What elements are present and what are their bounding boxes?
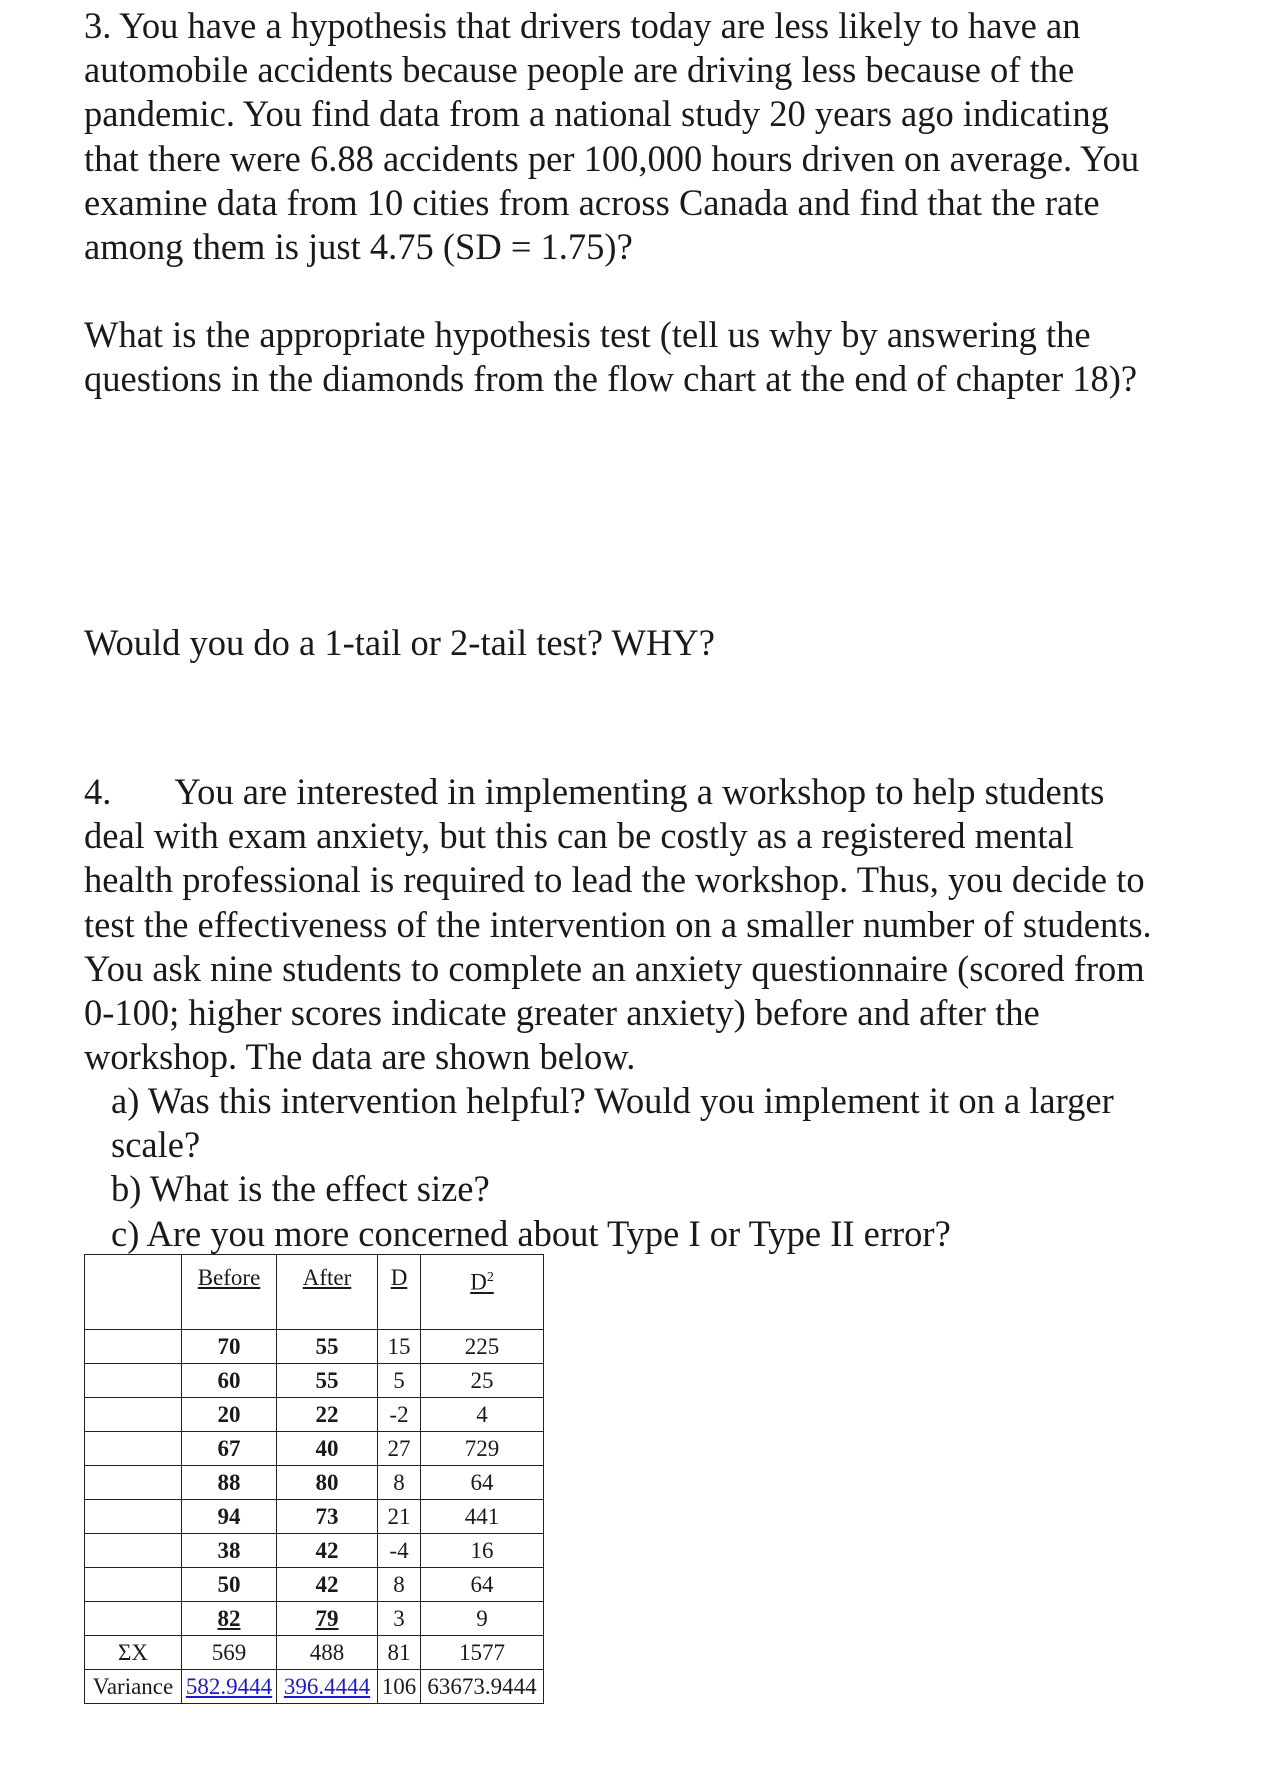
variance-before-link[interactable]: 582.9444: [182, 1670, 277, 1704]
q3-tail-question: Would you do a 1-tail or 2-tail test? WHY?: [84, 622, 715, 663]
q3-test-line: questions in the diamonds from the flow chart at the end of chapter 18)?: [84, 358, 1138, 400]
header-d-squared: $D^2$: [421, 1255, 544, 1330]
table-row: 88 80 8 64: [85, 1466, 544, 1500]
variance-label: Variance: [85, 1670, 182, 1704]
q4-first-line: [84, 770, 1224, 814]
q4-line: health professional is required to lead the workshop. Thus, you decide to: [84, 859, 1145, 901]
table-row: 50 42 8 64: [85, 1568, 544, 1602]
table-row: 60 55 5 25: [85, 1364, 544, 1398]
question-4-paragraph: [84, 770, 1224, 1079]
q4-first-text: You are interested in implementing a workshop to help students: [174, 771, 1105, 812]
q4-sub-a: a) Was this intervention helpful? Would you implement it on a larger: [111, 1080, 1114, 1121]
q3-test-question: [84, 313, 1224, 401]
q4-line: 0-100; higher scores indicate greater anxiety) before and after the: [84, 992, 1040, 1034]
q3-test-line: What is the appropriate hypothesis test (tell us why by answering the: [84, 314, 1091, 355]
table-row: 20 22 -2 4: [85, 1398, 544, 1432]
anxiety-data-table: [84, 1254, 544, 1704]
table-header-row: [85, 1255, 544, 1330]
header-d: D: [378, 1255, 421, 1330]
q4-line: You ask nine students to complete an anxiety questionnaire (scored from: [84, 947, 1145, 989]
q4-line: test the effectiveness of the intervention on a smaller number of students.: [84, 903, 1152, 945]
table-row: 38 42 -4 16: [85, 1534, 544, 1568]
q3-line: among them is just 4.75 (SD = 1.75)?: [84, 226, 633, 268]
q4-line: workshop. The data are shown below.: [84, 1036, 636, 1078]
table-row: 67 40 27 729: [85, 1432, 544, 1466]
table-row: 94 73 21 441: [85, 1500, 544, 1534]
question-3-paragraph: [84, 4, 1224, 269]
q3-line: examine data from 10 cities from across Canada and find that the rate: [84, 181, 1100, 223]
table-header-blank: [85, 1255, 182, 1330]
sum-row: ΣX 569 488 81 1577: [85, 1636, 544, 1670]
variance-row: Variance 582.9444 396.4444 106 63673.9444: [85, 1670, 544, 1704]
q4-sub-a-cont: scale?: [111, 1124, 201, 1166]
table-row: 70 55 15 225: [85, 1330, 544, 1364]
sum-label: ΣX: [85, 1636, 182, 1670]
q3-line: 3. You have a hypothesis that drivers today are less likely to have an: [84, 5, 1081, 46]
variance-after-link[interactable]: 396.4444: [277, 1670, 378, 1704]
q3-line: automobile accidents because people are driving less because of the: [84, 49, 1075, 91]
q4-sub-c: c) Are you more concerned about Type I or Type II error?: [111, 1212, 951, 1254]
q4-sub-b: b) What is the effect size?: [111, 1168, 490, 1210]
table-row: 82 79 3 9: [85, 1602, 544, 1636]
q4-subquestions: [111, 1079, 1211, 1256]
header-after: After: [277, 1255, 378, 1330]
q3-line: that there were 6.88 accidents per 100,000 hours driven on average. You: [84, 137, 1140, 179]
q3-line: pandemic. You find data from a national study 20 years ago indicating: [84, 93, 1109, 135]
q4-number: 4.: [84, 771, 112, 812]
header-before: Before: [182, 1255, 277, 1330]
q4-line: deal with exam anxiety, but this can be costly as a registered mental: [84, 815, 1074, 857]
